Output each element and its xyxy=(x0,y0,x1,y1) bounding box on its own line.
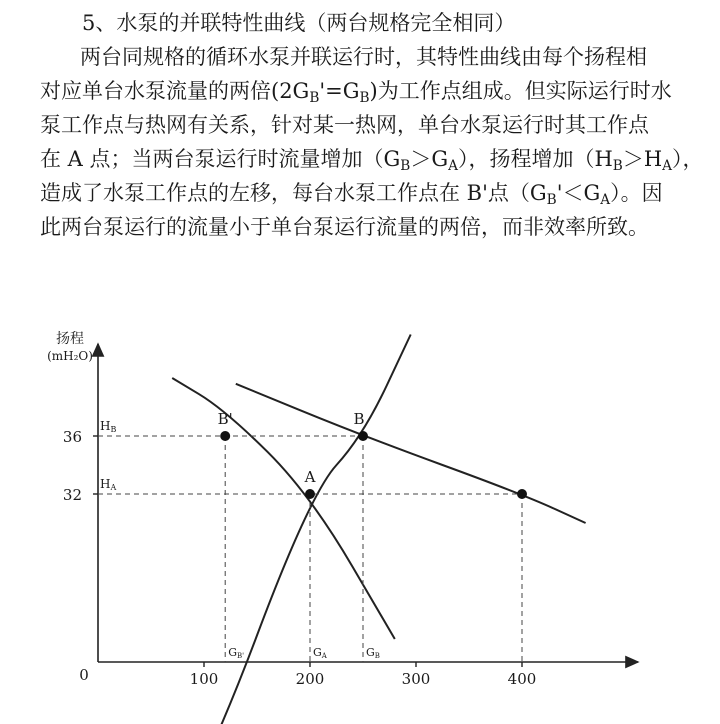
origin-label: 0 xyxy=(79,666,89,684)
operating-point xyxy=(305,489,315,499)
y-axis-unit: (mH₂O) xyxy=(47,349,93,363)
paragraph-line: 在 A 点；当两台泵运行时流量增加$(G_B>G_A)$，扬程增加$(H_B>H_A)$， xyxy=(40,147,704,174)
x-tick-label: 400 xyxy=(507,670,537,688)
pump-curve-chart xyxy=(0,300,720,724)
point-label: A xyxy=(304,468,316,486)
paragraph-line: 两台同规格的循环水泵并联运行时，其特性曲线由每个扬程相 xyxy=(80,45,647,69)
g-marker-label: GA xyxy=(313,646,327,660)
y-tick-label: 36 xyxy=(62,428,82,446)
g-marker-label: GB' xyxy=(228,646,245,660)
operating-point xyxy=(220,431,230,441)
article-text xyxy=(40,6,710,244)
operating-point xyxy=(517,489,527,499)
curve-3 xyxy=(236,384,586,523)
point-label: B' xyxy=(217,410,233,428)
paragraph-line: 对应单台水泵流量的两倍$(2G_B'=G_B)$为工作点组成。但实际运行时水 xyxy=(40,79,672,106)
paragraph-line: 此两台泵运行的流量小于单台泵运行流量的两倍，而非效率所致。 xyxy=(40,215,649,239)
section-heading: 5、水泵的并联特性曲线（两台规格完全相同） xyxy=(82,11,516,35)
x-tick-label: 100 xyxy=(189,670,219,688)
y-axis-label: 扬程 xyxy=(56,331,84,347)
h-level-label: HB xyxy=(100,419,117,434)
y-tick-label: 32 xyxy=(62,486,82,504)
point-label: B xyxy=(353,410,365,428)
g-marker-label: GB xyxy=(366,646,380,660)
x-tick-label: 200 xyxy=(295,670,325,688)
paragraph-line: 泵工作点与热网有关系，针对某一热网，单台水泵运行时其工作点 xyxy=(40,113,649,137)
h-level-label: HA xyxy=(100,477,117,492)
operating-point xyxy=(358,431,368,441)
paragraph-line: 造成了水泵工作点的左移，每台水泵工作点在 B'点$(G_B'<G_A)$。因 xyxy=(40,181,663,208)
curve-2 xyxy=(98,335,411,724)
x-tick-label: 300 xyxy=(401,670,431,688)
